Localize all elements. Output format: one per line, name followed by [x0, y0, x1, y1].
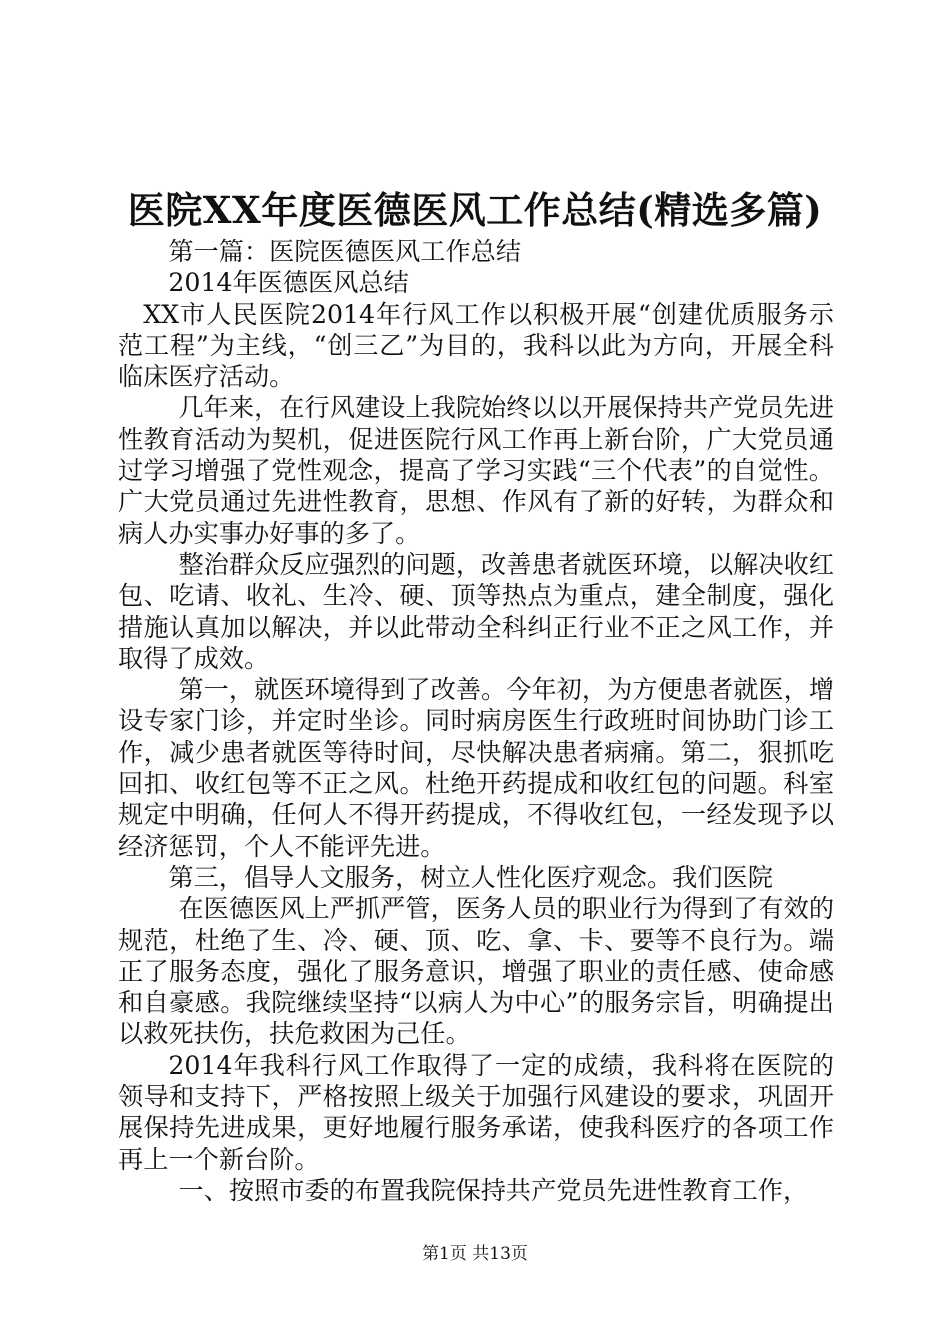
document-title: 医院XX年度医德医风工作总结(精选多篇) — [127, 188, 823, 232]
page-footer: 第1页 共13页 — [422, 1244, 528, 1264]
paragraph: 第一，就医环境得到了改善。今年初，为方便患者就医，增设专家门诊，并定时坐诊。同时病房医生行政班时间协助门诊工作，减少患者就医等待时间，尽快解决患者病痛。第二，狠抓吃回扣、收红包等不正之风。杜绝开药提成和收红包的问题。科室规定中明确，任何人不得开药提成，不得收红包，一经发现予以经济惩罚，个人不能评先进。 — [118, 675, 834, 861]
section-heading: 第一篇：医院医德医风工作总结 — [168, 237, 522, 266]
paragraph: 几年来，在行风建设上我院始终以以开展保持共产党员先进性教育活动为契机，促进医院行风工作再上新台阶，广大党员通过学习增强了党性观念，提高了学习实践“三个代表”的自觉性。广大党员通过先进性教育，思想、作风有了新的好转，为群众和病人办实事办好事的多了。 — [118, 393, 834, 548]
paragraph: 整治群众反应强烈的问题，改善患者就医环境，以解决收红包、吃请、收礼、生冷、硬、顶等热点为重点，建全制度，强化措施认真加以解决，并以此带动全科纠正行业不正之风工作，并取得了成效。 — [118, 549, 834, 673]
paragraph: 2014年我科行风工作取得了一定的成绩，我科将在医院的领导和支持下，严格按照上级关于加强行风建设的要求，巩固开展保持先进成果，更好地履行服务承诺，使我科医疗的各项工作再上一个新台阶。 — [118, 1050, 834, 1174]
paragraph: 在医德医风上严抓严管，医务人员的职业行为得到了有效的规范，杜绝了生、冷、硬、顶、吃、拿、卡、要等不良行为。端正了服务态度，强化了服务意识，增强了职业的责任感、使命感和自豪感。我院继续坚持“以病人为中心”的服务宗旨，明确提出以救死扶伤，扶危救困为己任。 — [118, 894, 834, 1049]
subsection-heading: 2014年医德医风总结 — [168, 268, 409, 298]
paragraph: XX市人民医院2014年行风工作以积极开展“创建优质服务示范工程”为主线，“创三乙”为目的，我科以此为方向，开展全科临床医疗活动。 — [118, 299, 834, 392]
document-body — [118, 236, 834, 1206]
paragraph: 第三，倡导人文服务，树立人性化医疗观念。我们医院 — [168, 862, 773, 892]
paragraph: 一、按照市委的布置我院保持共产党员先进性教育工作， — [178, 1175, 809, 1205]
